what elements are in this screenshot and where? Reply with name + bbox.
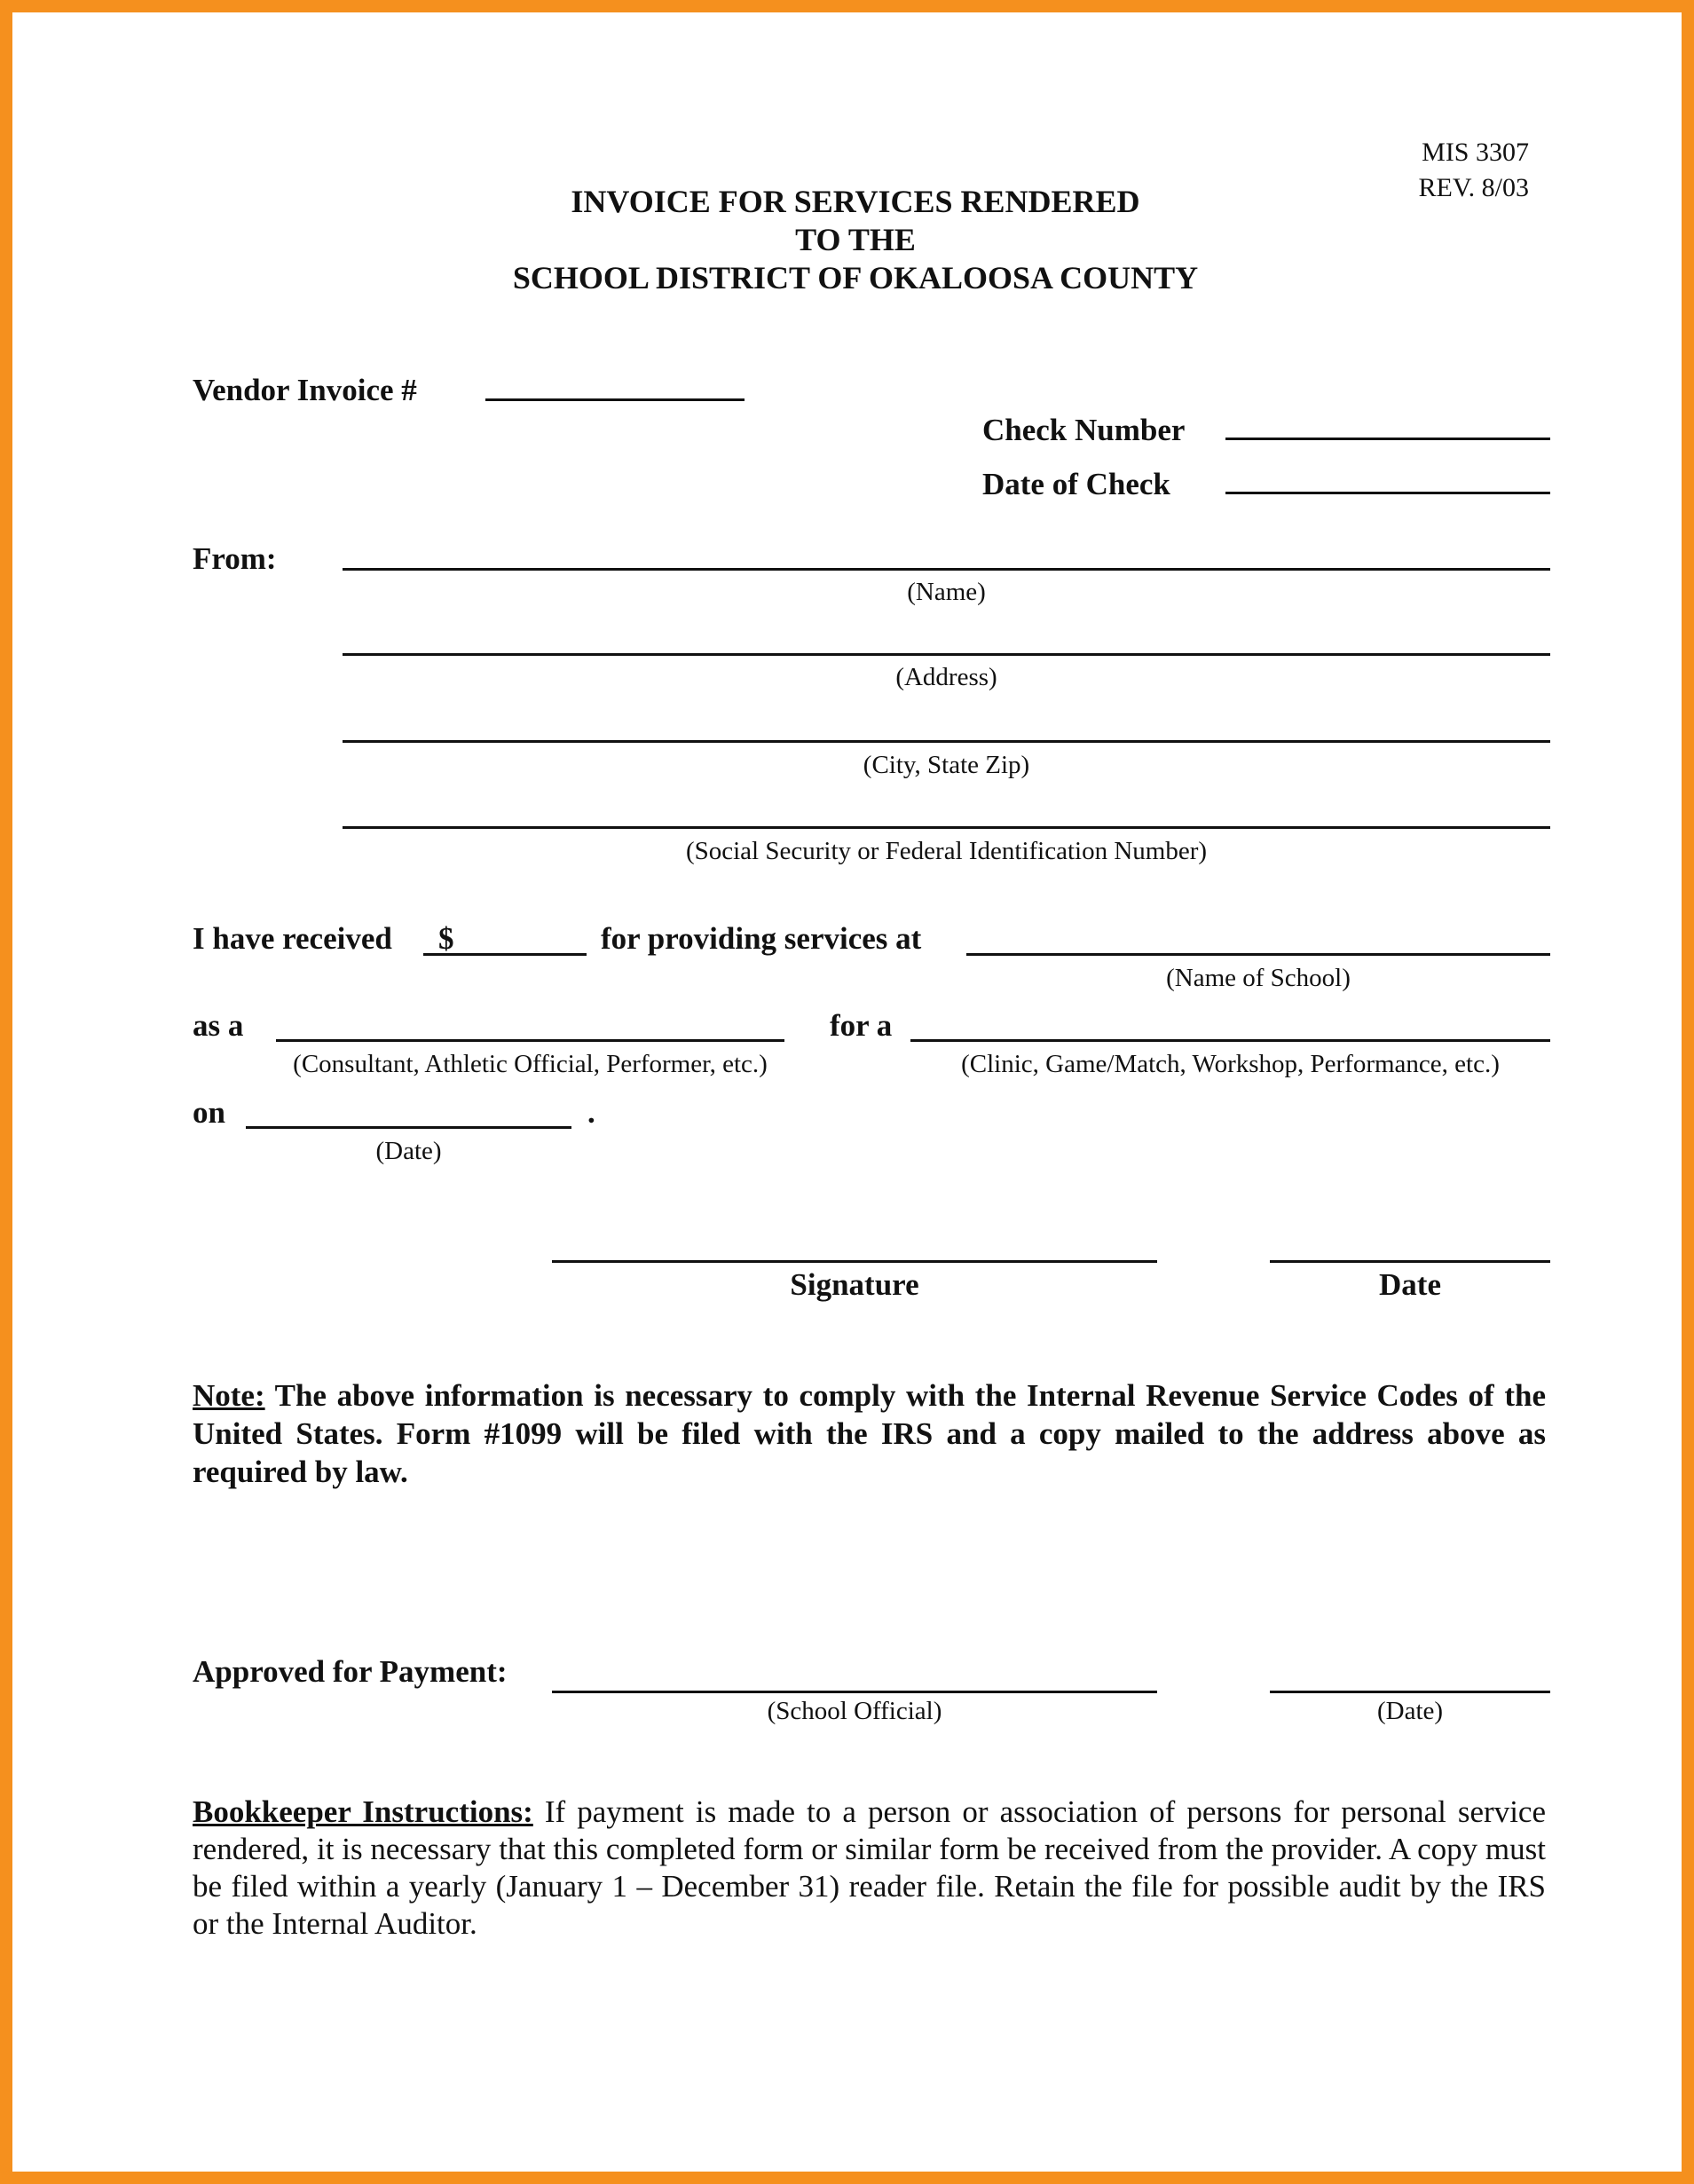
name-caption: (Name)	[907, 578, 986, 606]
service-date-field[interactable]	[246, 1126, 571, 1129]
received-label: I have received	[193, 921, 392, 956]
form-number: MIS 3307	[1422, 138, 1529, 167]
check-number-field[interactable]	[1225, 438, 1550, 440]
period: .	[587, 1095, 595, 1130]
form-revision: REV. 8/03	[1418, 173, 1529, 202]
approval-date-field[interactable]	[1270, 1691, 1550, 1693]
school-name-caption: (Name of School)	[1166, 964, 1351, 992]
bookkeeper-instructions	[193, 1794, 1546, 1943]
approved-label: Approved for Payment:	[193, 1654, 508, 1689]
vendor-invoice-field[interactable]	[485, 398, 745, 401]
role-field[interactable]	[276, 1039, 784, 1042]
date-of-check-field[interactable]	[1225, 492, 1550, 494]
school-official-caption: (School Official)	[767, 1697, 942, 1725]
signature-field[interactable]	[552, 1260, 1157, 1263]
note-label: Note:	[193, 1378, 265, 1413]
page-title	[367, 183, 1343, 297]
ssn-field[interactable]	[343, 826, 1550, 829]
school-official-field[interactable]	[552, 1691, 1157, 1693]
dollar-sign: $	[438, 921, 454, 956]
address-caption: (Address)	[895, 663, 997, 691]
school-name-field[interactable]	[966, 953, 1550, 956]
signature-date-label: Date	[1379, 1267, 1441, 1302]
from-label: From:	[193, 541, 277, 576]
as-a-label: as a	[193, 1008, 244, 1043]
title-line-2: TO THE	[795, 222, 916, 257]
for-a-label: for a	[830, 1008, 893, 1043]
service-date-caption: (Date)	[375, 1137, 442, 1165]
title-line-1: INVOICE FOR SERVICES RENDERED	[571, 184, 1140, 219]
event-field[interactable]	[910, 1039, 1550, 1042]
signature-label: Signature	[790, 1267, 919, 1302]
services-label: for providing services at	[601, 921, 922, 956]
address-field[interactable]	[343, 653, 1550, 656]
check-number-label: Check Number	[982, 413, 1186, 447]
note-paragraph	[193, 1376, 1546, 1491]
on-label: on	[193, 1095, 225, 1130]
instructions-text: If payment is made to a person or association of persons for personal service rendered, it is necessary that this completed form or similar form be received from the provider. A copy must be filed within a yearly (January 1 – December 31) reader file. Retain the file for possible audit by the IRS or the Internal Auditor.	[193, 1794, 1546, 1941]
event-caption: (Clinic, Game/Match, Workshop, Performance, etc.)	[961, 1050, 1500, 1078]
note-text: The above information is necessary to comply with the Internal Revenue Service Codes of the United States. Form #1099 will be filed with the IRS and a copy mailed to the address above as required by law.	[193, 1378, 1546, 1489]
signature-date-field[interactable]	[1270, 1260, 1550, 1263]
name-field[interactable]	[343, 568, 1550, 571]
title-line-3: SCHOOL DISTRICT OF OKALOOSA COUNTY	[512, 260, 1199, 296]
role-caption: (Consultant, Athletic Official, Performer, etc.)	[293, 1050, 768, 1078]
city-state-zip-field[interactable]	[343, 740, 1550, 743]
city-state-zip-caption: (City, State Zip)	[863, 751, 1030, 779]
approval-date-caption: (Date)	[1376, 1697, 1444, 1725]
vendor-invoice-label: Vendor Invoice #	[193, 373, 417, 407]
date-of-check-label: Date of Check	[982, 467, 1170, 501]
instructions-label: Bookkeeper Instructions:	[193, 1794, 533, 1829]
ssn-caption: (Social Security or Federal Identification Number)	[685, 837, 1208, 865]
